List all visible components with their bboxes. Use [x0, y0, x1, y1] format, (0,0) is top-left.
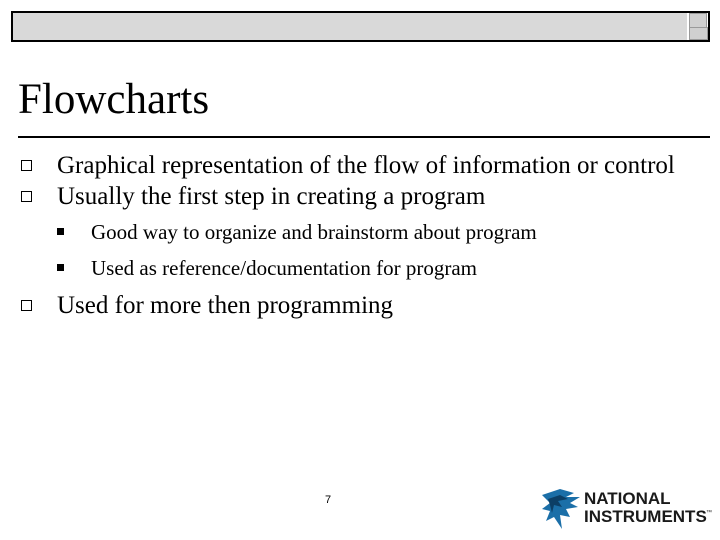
bullet-text: Graphical representation of the flow of information or control: [57, 152, 675, 179]
bullet-item: [18, 150, 708, 181]
bullet-item: [18, 290, 708, 321]
hollow-square-bullet-icon: [21, 160, 32, 171]
bullet-list: [18, 150, 708, 332]
national-instruments-eagle-logo-icon: [540, 487, 584, 532]
header-bar-fill: [13, 13, 687, 40]
sub-bullet-text: Good way to organize and brainstorm about program: [91, 220, 537, 244]
title-underline: [18, 136, 710, 138]
header-bar: [11, 11, 710, 42]
sub-bullet-list: [57, 214, 708, 286]
slide-title: Flowcharts: [18, 76, 210, 123]
sub-bullet-item: [57, 214, 708, 250]
sub-bullet-text: Used as reference/documentation for program: [91, 256, 477, 280]
trademark-symbol: ™: [706, 510, 712, 516]
sub-bullet-item: [57, 250, 708, 286]
bullet-text: Used for more then programming: [57, 292, 394, 319]
filled-square-bullet-icon: [57, 228, 64, 235]
national-instruments-logo: [540, 487, 715, 532]
hollow-square-bullet-icon: [21, 300, 32, 311]
logo-text-instruments: INSTRUMENTS: [584, 507, 707, 526]
bullet-item: [18, 181, 708, 286]
header-bar-corner-square-lower: [689, 27, 708, 40]
page-number: 7: [324, 494, 332, 506]
hollow-square-bullet-icon: [21, 191, 32, 202]
logo-text-national: NATIONAL: [584, 489, 671, 508]
bullet-text: Usually the first step in creating a program: [57, 183, 486, 210]
filled-square-bullet-icon: [57, 264, 64, 271]
